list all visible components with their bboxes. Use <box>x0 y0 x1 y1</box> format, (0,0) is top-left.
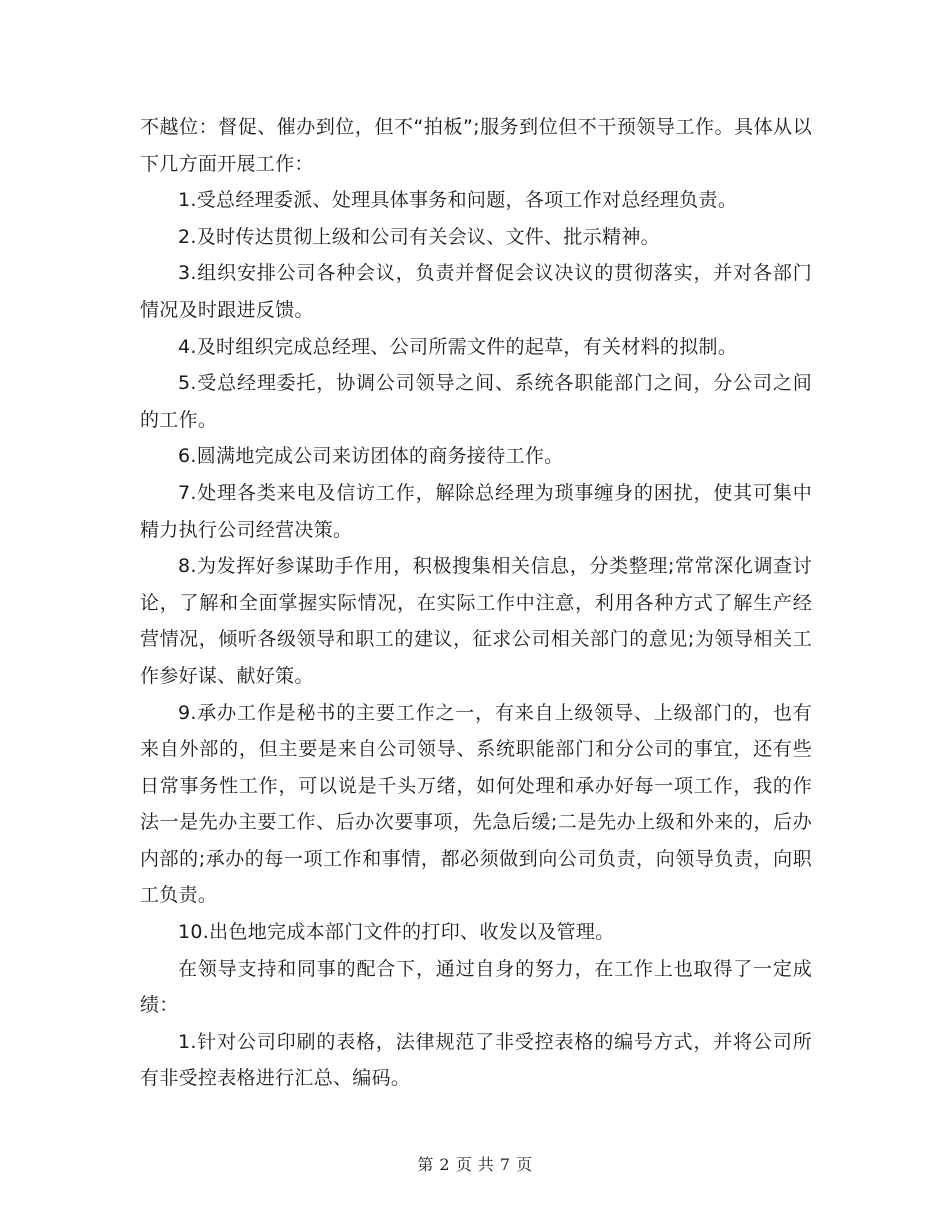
paragraph: 6.圆满地完成公司来访团体的商务接待工作。 <box>178 445 564 468</box>
paragraph: 8.为发挥好参谋助手作用，积极搜集相关信息，分类整理;常常深化调查讨论，了解和全面掌握实际情况，在实际工作中注意，利用各种方式了解生产经营情况，倾听各级领导和职工的建议，征求公司相关部门的意见;为领导相关工作参好谋、献好策。 <box>140 555 812 687</box>
document-body <box>140 109 812 1097</box>
footer-middle: 页 共 <box>455 1155 495 1174</box>
paragraph: 5.受总经理委托，协调公司领导之间、系统各职能部门之间，分公司之间的工作。 <box>140 372 812 431</box>
paragraph: 1.受总经理委派、处理具体事务和问题，各项工作对总经理负责。 <box>178 189 738 212</box>
paragraph: 不越位：督促、催办到位，但不“拍板”;服务到位但不干预领导工作。具体从以下几方面开展工作： <box>140 116 812 175</box>
paragraph: 3.组织安排公司各种会议，负责并督促会议决议的贯彻落实，并对各部门情况及时跟进反馈。 <box>140 262 812 321</box>
paragraph: 1.针对公司印刷的表格，法律规范了非受控表格的编号方式，并将公司所有非受控表格进行汇总、编码。 <box>140 1030 812 1090</box>
paragraph: 在领导支持和同事的配合下，通过自身的努力，在工作上也取得了一定成绩： <box>140 957 812 1017</box>
paragraph: 2.及时传达贯彻上级和公司有关会议、文件、批示精神。 <box>178 225 660 248</box>
footer-page-number: 2 <box>439 1155 451 1174</box>
paragraph: 10.出色地完成本部门文件的打印、收发以及管理。 <box>178 921 615 944</box>
page-footer <box>0 1154 950 1176</box>
paragraph: 9.承办工作是秘书的主要工作之一，有来自上级领导、上级部门的，也有来自外部的，但主要是来自公司领导、系统职能部门和分公司的事宜，还有些日常事务性工作，可以说是千头万绪，如何处理和承办好每一项工作，我的作法一是先办主要工作、后办次要事项，先急后缓;二是先办上级和外来的，后办内部的;承办的每一项工作和事情，都必须做到向公司负责，向领导负责，向职工负责。 <box>140 701 812 907</box>
footer-suffix: 页 <box>516 1155 533 1174</box>
footer-total-pages: 7 <box>499 1155 511 1174</box>
paragraph: 7.处理各类来电及信访工作，解除总经理为琐事缠身的困扰，使其可集中精力执行公司经营决策。 <box>140 481 812 541</box>
footer-prefix: 第 <box>417 1155 434 1174</box>
paragraph: 4.及时组织完成总经理、公司所需文件的起草，有关材料的拟制。 <box>178 335 738 358</box>
